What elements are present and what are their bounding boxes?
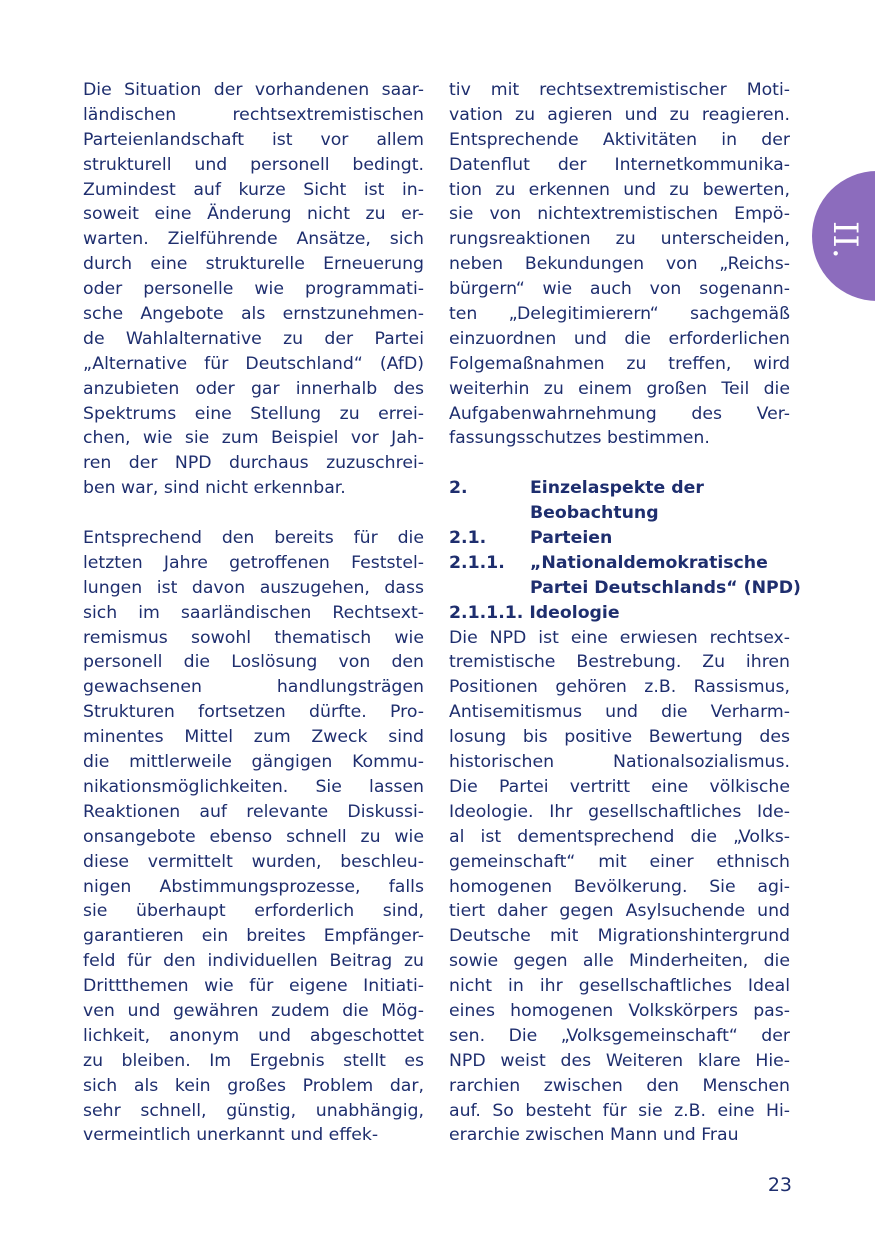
right-p2-line: sowie gegen alle Minderheiten, die [449, 951, 790, 972]
left-p2-line: sich als kein großes Problem dar, [83, 1075, 424, 1096]
left-p2-line: sehr schnell, günstig, unabhängig, [83, 1100, 424, 1121]
right-p2-line: historischen Nationalsozialismus. [449, 752, 790, 773]
left-p1-line: „Alternative für Deutschland“ (AfD) [83, 353, 424, 374]
right-p1-line: bürgern“ wie auch von sogenann- [449, 279, 790, 300]
right-p2-line: eines homogenen Volkskörpers pas- [449, 1000, 790, 1021]
right-p2-line: tremistische Bestrebung. Zu ihren [449, 652, 790, 673]
right-p2-line: rarchien zwischen den Menschen [449, 1075, 790, 1096]
left-p2-line: diese vermittelt wurden, beschleu- [83, 851, 424, 872]
right-p1-line: vation zu agieren und zu reagieren. [449, 104, 790, 125]
right-p2-line: Positionen gehören z.B. Rassismus, [449, 677, 790, 698]
left-p1-line: durch eine strukturelle Erneuerung [83, 254, 424, 275]
right-column [449, 78, 801, 1148]
right-p1-line: rungsreaktionen zu unterscheiden, [449, 229, 790, 250]
left-p2-line: Strukturen fortsetzen dürfte. Pro- [83, 702, 424, 723]
left-p1-line: ländischen rechtsextremistischen [83, 104, 424, 125]
section-heading-text: Einzelaspekte der [530, 478, 704, 499]
section-heading-number: 2. [449, 478, 468, 499]
left-p1-line: strukturell und personell bedingt. [83, 154, 424, 175]
right-p2-line: auf. So besteht für sie z.B. eine Hi- [449, 1100, 790, 1121]
right-p1-line: neben Bekundungen von „Reichs- [449, 254, 790, 275]
left-p1-line: ben war, sind nicht erkennbar. [83, 478, 346, 499]
right-p1-line: fassungsschutzes bestimmen. [449, 428, 710, 449]
left-paragraph-1 [83, 78, 424, 501]
section-heading [449, 501, 790, 526]
right-p2-line: Die Partei vertritt eine völkische [449, 776, 790, 797]
section-heading [449, 576, 801, 601]
right-p2-line: nicht in ihr gesellschaftliches Ideal [449, 976, 790, 997]
right-p1-line: sie von nichtextremistischen Empö- [449, 204, 790, 225]
section-heading-text: Parteien [530, 528, 613, 549]
section-heading [449, 526, 790, 551]
right-p2-line: Deutsche mit Migrationshintergrund [449, 926, 790, 947]
left-p1-line: Spektrums eine Stellung zu errei- [83, 403, 424, 424]
left-p1-line: Zumindest auf kurze Sicht ist in- [83, 179, 424, 200]
section-heading-number: 2.1. [449, 528, 487, 549]
right-p1-line: Datenflut der Internetkommunika- [449, 154, 790, 175]
left-p2-line: letzten Jahre getroffenen Feststel- [83, 552, 424, 573]
right-paragraph-2 [449, 626, 790, 1149]
section-heading-text: Partei Deutschlands“ (NPD) [530, 577, 801, 598]
subheading-ideologie: 2.1.1.1. Ideologie [449, 602, 620, 623]
left-p2-line: vermeintlich unerkannt und effek- [83, 1125, 379, 1146]
chapter-tab-label: II. [825, 221, 865, 259]
left-p2-line: Reaktionen auf relevante Diskussi- [83, 801, 424, 822]
left-p2-line: personell die Loslösung von den [83, 652, 424, 673]
right-p1-line: ten „Delegitimierern“ sachgemäß [449, 304, 790, 325]
left-p2-line: die mittlerweile gängigen Kommu- [83, 752, 424, 773]
left-p2-line: garantieren ein breites Empfänger- [83, 926, 424, 947]
page-number: 23 [767, 1174, 792, 1196]
left-p2-line: Drittthemen wie für eigene Initiati- [83, 976, 424, 997]
left-paragraph-2 [83, 526, 424, 1148]
right-p2-line: NPD weist des Weiteren klare Hie- [449, 1050, 790, 1071]
right-p1-line: weiterhin zu einem großen Teil die [449, 378, 790, 399]
right-p1-line: Folgemaßnahmen zu treffen, wird [449, 353, 790, 374]
left-p2-line: zu bleiben. Im Ergebnis stellt es [83, 1050, 424, 1071]
left-p1-line: Parteienlandschaft ist vor allem [83, 129, 424, 150]
section-heading-text: Beobachtung [530, 503, 659, 524]
left-p2-line: ven und gewähren zudem die Mög- [83, 1000, 424, 1021]
right-p1-line: Entsprechende Aktivitäten in der [449, 129, 790, 150]
right-p2-line: Die NPD ist eine erwiesen rechtsex- [449, 627, 790, 648]
left-p2-line: feld für den individuellen Beitrag zu [83, 951, 424, 972]
right-p1-line: Aufgabenwahrnehmung des Ver- [449, 403, 790, 424]
left-p1-line: soweit eine Änderung nicht zu er- [83, 204, 424, 225]
right-p2-line: Ideologie. Ihr gesellschaftliches Ide- [449, 801, 790, 822]
left-p1-line: anzubieten oder gar innerhalb des [83, 378, 424, 399]
left-p2-line: nikationsmöglichkeiten. Sie lassen [83, 776, 424, 797]
left-p1-line: de Wahlalternative zu der Partei [83, 328, 424, 349]
section-heading-text: „Nationaldemokratische [530, 552, 768, 573]
left-p2-line: nigen Abstimmungsprozesse, falls [83, 876, 424, 897]
right-p2-line: Antisemitismus und die Verharm- [449, 702, 790, 723]
left-p2-line: minentes Mittel zum Zweck sind [83, 727, 424, 748]
left-p1-line: ren der NPD durchaus zuzuschrei- [83, 453, 424, 474]
left-p1-line: oder personelle wie programmati- [83, 279, 424, 300]
left-p2-line: Entsprechend den bereits für die [83, 528, 424, 549]
left-p2-line: sich im saarländischen Rechtsext- [83, 602, 424, 623]
left-p2-line: gewachsenen handlungsträgen [83, 677, 424, 698]
section-heading [449, 551, 790, 576]
left-p1-line: Die Situation der vorhandenen saar- [83, 80, 424, 100]
right-p1-line: einzuordnen und die erforderlichen [449, 328, 790, 349]
right-p1-line: tiv mit rechtsextremistischer Moti- [449, 80, 790, 100]
right-p2-line: homogenen Bevölkerung. Sie agi- [449, 876, 790, 897]
right-p2-line: al ist dementsprechend die „Volks- [449, 826, 790, 847]
left-p1-line: chen, wie sie zum Beispiel vor Jah- [83, 428, 424, 449]
right-paragraph-1 [449, 78, 790, 451]
section-heading-number: 2.1.1. [449, 552, 505, 573]
left-column [83, 78, 424, 1148]
left-p2-line: remismus sowohl thematisch wie [83, 627, 424, 648]
right-p2-line: tiert daher gegen Asylsuchende und [449, 901, 790, 922]
right-p2-line: erarchie zwischen Mann und Frau [449, 1125, 739, 1146]
right-p2-line: sen. Die „Volksgemeinschaft“ der [449, 1025, 790, 1046]
left-p2-line: sie überhaupt erforderlich sind, [83, 901, 424, 922]
left-p1-line: sche Angebote als ernstzunehmen- [83, 304, 424, 325]
section-headings [449, 476, 801, 600]
right-p1-line: tion zu erkennen und zu bewerten, [449, 179, 790, 200]
left-p1-line: warten. Zielführende Ansätze, sich [83, 229, 424, 250]
right-p2-line: losung bis positive Bewertung des [449, 727, 790, 748]
right-p2-line: gemeinschaft“ mit einer ethnisch [449, 851, 790, 872]
left-p2-line: lungen ist davon auszugehen, dass [83, 577, 424, 598]
left-p2-line: onsangebote ebenso schnell zu wie [83, 826, 424, 847]
section-heading [449, 476, 790, 501]
left-p2-line: lichkeit, anonym und abgeschottet [83, 1025, 424, 1046]
